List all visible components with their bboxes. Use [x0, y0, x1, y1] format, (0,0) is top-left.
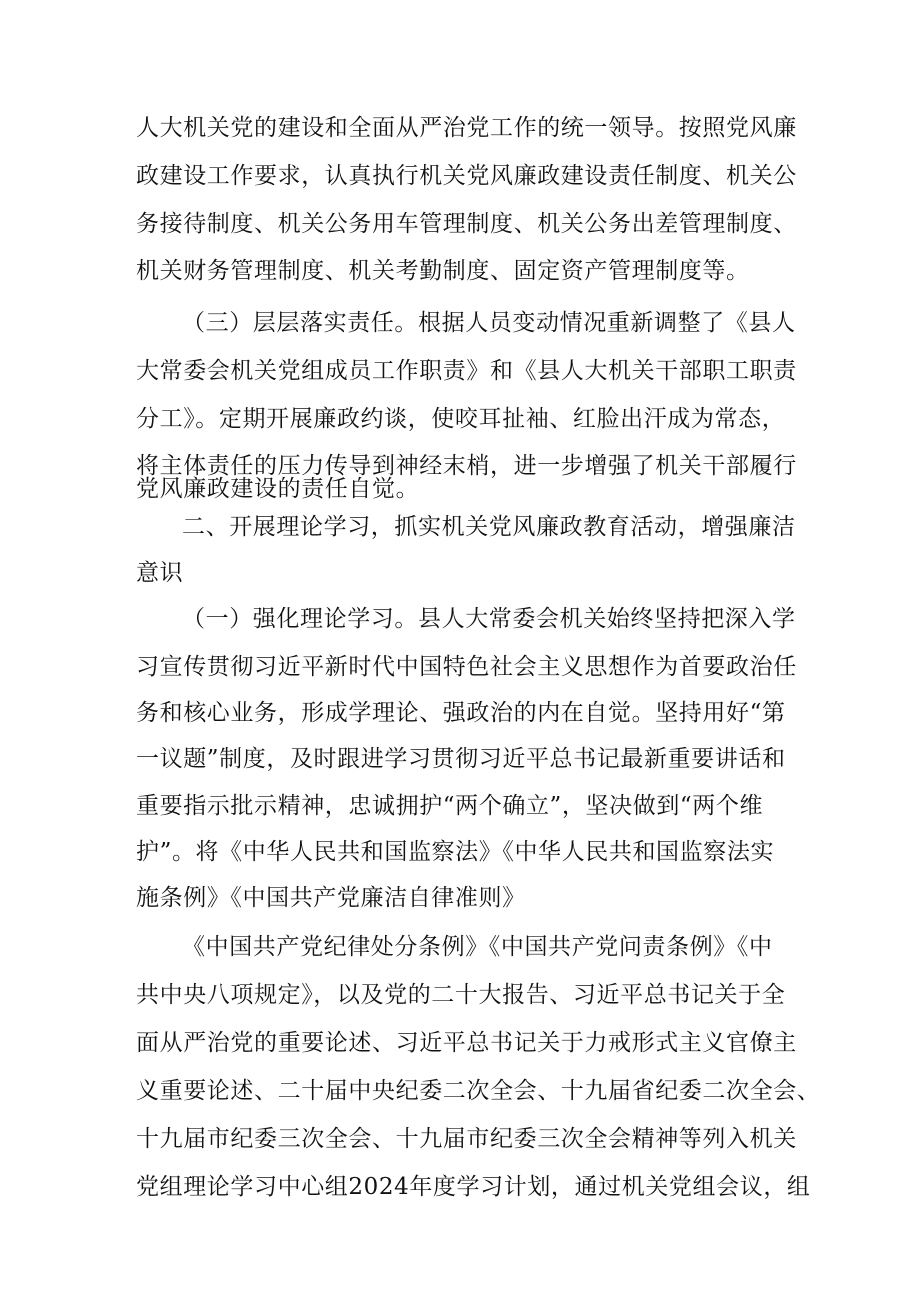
text-line-19: 面从严治党的重要论述、习近平总书记关于力戒形式主义官僚主 — [136, 1030, 797, 1056]
text-line-6: 大常委会机关党组成员工作职责》和《县人大机关干部职工职责 — [136, 358, 797, 384]
text-line-17: 《中国共产党纪律处分条例》《中国共产党问责条例》《中 — [182, 934, 773, 960]
text-line-8: 将主体责任的压力传导到神经末梢，进一步增强了机关干部履行 — [136, 453, 797, 479]
heading-line-2: 意识 — [136, 560, 184, 586]
heading-line-1: 二、开展理论学习，抓实机关党风廉政教育活动，增强廉洁 — [182, 514, 796, 540]
text-line-3: 务接待制度、机关公务用车管理制度、机关公务出差管理制度、 — [136, 211, 797, 237]
text-line-18: 共中央八项规定》，以及党的二十大报告、习近平总书记关于全 — [136, 982, 786, 1008]
text-line-5: （三）层层落实责任。根据人员变动情况重新调整了《县人 — [182, 310, 796, 336]
text-line-12: 务和核心业务，形成学理论、强政治的内在自觉。坚持用好“第 — [136, 700, 786, 726]
text-line-22: 党组理论学习中心组2024年度学习计划，通过机关党组会议，组 — [136, 1174, 811, 1200]
text-line-7: 分工》。定期开展廉政约谈，使咬耳扯袖、红脸出汗成为常态， — [136, 406, 786, 432]
text-line-13: 一议题”制度，及时跟进学习贯彻习近平总书记最新重要讲话和 — [136, 746, 786, 772]
text-line-4: 机关财务管理制度、机关考勤制度、固定资产管理制度等。 — [136, 258, 750, 284]
text-line-14: 重要指示批示精神，忠诚拥护“两个确立”，坚决做到“两个维 — [136, 793, 764, 819]
text-line-21: 十九届市纪委三次全会、十九届市纪委三次全会精神等列入机关 — [136, 1126, 797, 1152]
text-line-1: 人大机关党的建设和全面从严治党工作的统一领导。按照党风廉 — [136, 115, 797, 141]
text-line-10: （一）强化理论学习。县人大常委会机关始终坚持把深入学 — [182, 606, 796, 632]
text-line-9: 党风廉政建设的责任自觉。 — [136, 476, 420, 502]
text-line-11: 习宣传贯彻习近平新时代中国特色社会主义思想作为首要政治任 — [136, 654, 797, 680]
text-line-16: 施条例》《中国共产党廉洁自律准则》 — [136, 885, 526, 911]
text-line-20: 义重要论述、二十届中央纪委二次全会、十九届省纪委二次全会、 — [136, 1078, 821, 1104]
text-line-15: 护”。将《中华人民共和国监察法》《中华人民共和国监察法实 — [136, 839, 775, 865]
text-line-2: 政建设工作要求，认真执行机关党风廉政建设责任制度、机关公 — [136, 163, 797, 189]
